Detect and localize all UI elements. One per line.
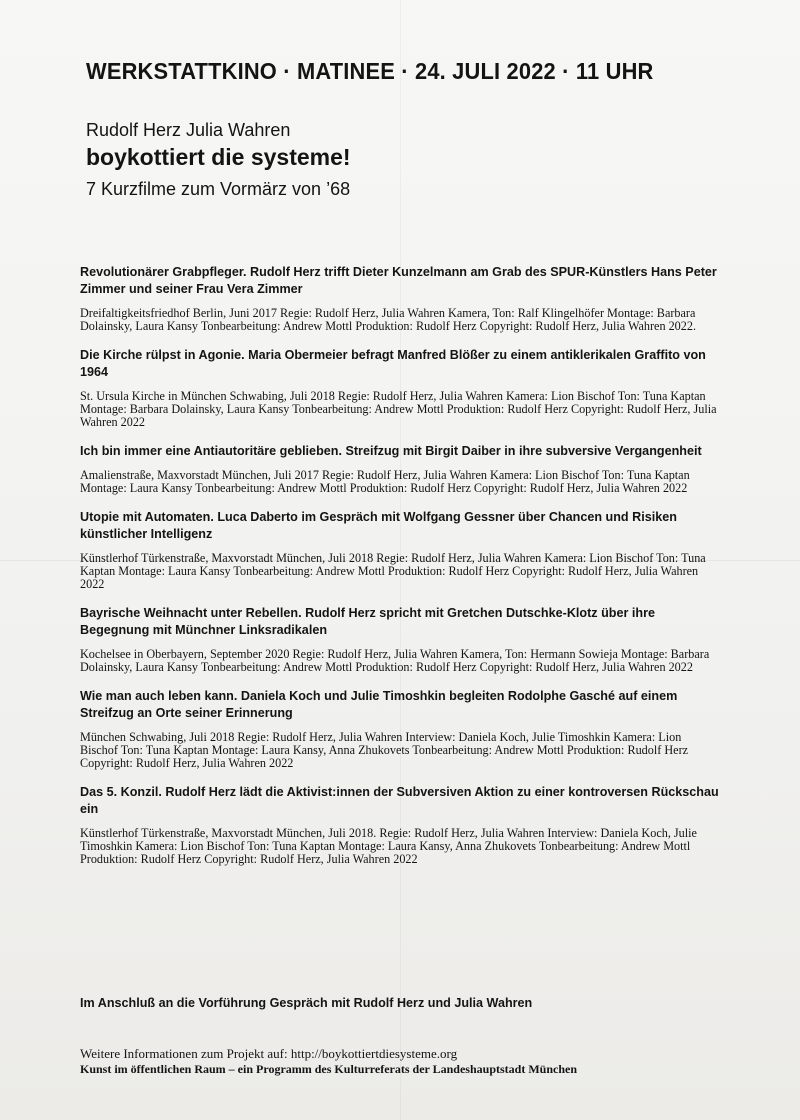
film-entry [80,784,720,866]
film-credits: Künstlerhof Türkenstraße, Maxvorstadt München, Juli 2018 Regie: Rudolf Herz, Julia Wahren Kamera: Lion Bischof Ton: Tuna Kaptan Montage: Laura Kansy Tonbearbeitung: Andrew Mottl Produktion: Rudolf Herz Copyright: Rudolf Herz, Julia Wahren 2022 [80,551,706,591]
film-entry [80,347,720,429]
sponsor-credit: Kunst im öffentlichen Raum – ein Programm des Kulturreferats der Landeshauptstadt München [80,1062,578,1076]
film-title: Wie man auch leben kann. Daniela Koch und Julie Timoshkin begleiten Rodolphe Gasché auf einem Streifzug an Orte seiner Erinnerung [80,689,678,720]
film-title: Ich bin immer eine Antiautoritäre geblieben. Streifzug mit Birgit Daiber in ihre subversive Vergangenheit [80,444,702,458]
project-info-link: Weitere Informationen zum Projekt auf: http://boykottiertdiesysteme.org [80,1046,458,1061]
film-entry [80,443,720,495]
film-credits: München Schwabing, Juli 2018 Regie: Rudolf Herz, Julia Wahren Interview: Daniela Koch, Julie Timoshkin Kamera: Lion Bischof Ton: Tuna Kaptan Montage: Laura Kansy, Anna Zhukovets Tonbearbeitung: Andrew Mottl Produktion: Rudolf Herz Copyright: Rudolf Herz, Julia Wahren 2022 [80,730,689,770]
film-credits: Kochelsee in Oberbayern, September 2020 Regie: Rudolf Herz, Julia Wahren Kamera, Ton: Hermann Sowieja Montage: Barbara Dolainsky, Laura Kansy Tonbearbeitung: Andrew Mottl Produktion: Rudolf Herz Copyright: Rudolf Herz, Julia Wahren 2022 [80,647,710,674]
film-list [80,264,720,880]
discussion-note: Im Anschluß an die Vorführung Gespräch mit Rudolf Herz und Julia Wahren [80,996,533,1010]
film-credits: Amalienstraße, Maxvorstadt München, Juli 2017 Regie: Rudolf Herz, Julia Wahren Kamera: Lion Bischof Ton: Tuna Kaptan Montage: Laura Kansy Tonbearbeitung: Andrew Mottl Produktion: Rudolf Herz Copyright: Rudolf Herz, Julia Wahren 2022 [80,468,690,495]
film-credits: St. Ursula Kirche in München Schwabing, Juli 2018 Regie: Rudolf Herz, Julia Wahren Kamera: Lion Bischof Ton: Tuna Kaptan Montage: Barbara Dolainsky, Laura Kansy Tonbearbeitung: Andrew Mottl Produktion: Rudolf Herz Copyright: Rudolf Herz, Julia Wahren 2022 [80,389,717,429]
authors-line: Rudolf Herz Julia Wahren [86,120,291,140]
program-title: boykottiert die systeme! [86,144,351,170]
film-entry [80,605,720,674]
film-title: Das 5. Konzil. Rudolf Herz lädt die Aktivist:innen der Subversiven Aktion zu einer kontroversen Rückschau ein [80,785,719,816]
film-entry [80,509,720,591]
program-subtitle: 7 Kurzfilme zum Vormärz von ’68 [86,179,351,199]
film-title: Revolutionärer Grabpfleger. Rudolf Herz trifft Dieter Kunzelmann am Grab des SPUR-Künstlers Hans Peter Zimmer und seiner Frau Vera Zimmer [80,265,717,296]
film-title: Bayrische Weihnacht unter Rebellen. Rudolf Herz spricht mit Gretchen Dutschke-Klotz über ihre Begegnung mit Münchner Linksradikalen [80,606,655,637]
film-title: Utopie mit Automaten. Luca Daberto im Gespräch mit Wolfgang Gessner über Chancen und Risiken künstlicher Intelligenz [80,510,677,541]
film-entry [80,688,720,770]
film-credits: Dreifaltigkeitsfriedhof Berlin, Juni 2017 Regie: Rudolf Herz, Julia Wahren Kamera, Ton: Ralf Klingelhöfer Montage: Barbara Dolainsky, Laura Kansy Tonbearbeitung: Andrew Mottl Produktion: Rudolf Herz Copyright: Rudolf Herz, Julia Wahren 2022. [80,306,697,333]
event-headline: WERKSTATTKINO · MATINEE · 24. JULI 2022 · 11 UHR [86,58,654,84]
film-credits: Künstlerhof Türkenstraße, Maxvorstadt München, Juli 2018. Regie: Rudolf Herz, Julia Wahren Interview: Daniela Koch, Julie Timoshkin Kamera: Lion Bischof Ton: Tuna Kaptan Montage: Laura Kansy, Anna Zhukovets Tonbearbeitung: Andrew Mottl Produktion: Rudolf Herz Copyright: Rudolf Herz, Julia Wahren 2022 [80,826,697,866]
film-title: Die Kirche rülpst in Agonie. Maria Obermeier befragt Manfred Blößer zu einem antiklerikalen Graffito von 1964 [80,348,706,379]
film-entry [80,264,720,333]
